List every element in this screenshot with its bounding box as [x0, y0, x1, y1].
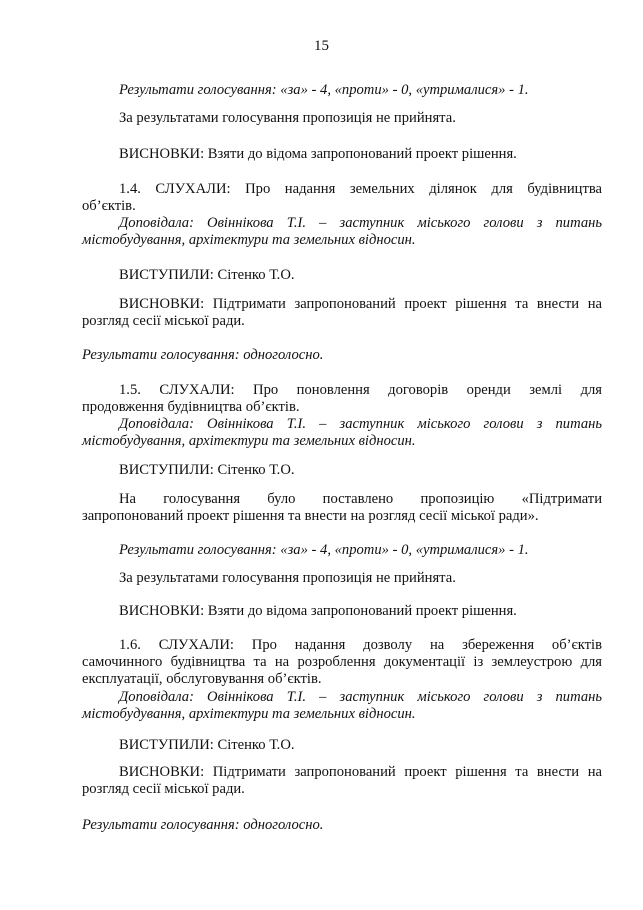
heard-1-6-line-3: експлуатації, обслуговування об’єктів. — [82, 671, 322, 687]
page-number: 15 — [314, 38, 329, 54]
vote-result-1-5: Результати голосування: «за» - 4, «проти» - 0, «утрималися» - 1. — [119, 542, 529, 558]
heard-1-4-line-2: об’єктів. — [82, 198, 136, 214]
spoke-1-5: ВИСТУПИЛИ: Сітенко Т.О. — [119, 462, 295, 478]
heard-1-5-line-1: 1.5. СЛУХАЛИ: Про поновлення договорів оренди землі для — [119, 382, 602, 398]
proposal-rejected-1-5: За результатами голосування пропозиція не прийнята. — [119, 570, 456, 586]
conclusion-line: ВИСНОВКИ: Взяти до відома запропонований проект рішення. — [119, 146, 517, 162]
spoke-1-6: ВИСТУПИЛИ: Сітенко Т.О. — [119, 737, 295, 753]
speaker-1-4-line-1: Доповідала: Овіннікова Т.І. – заступник міського голови з питань — [119, 215, 602, 231]
speaker-1-4-line-2: містобудування, архітектури та земельних відносин. — [82, 232, 416, 248]
heard-1-5-line-2: продовження будівництва об’єктів. — [82, 399, 300, 415]
heard-1-4-line-1: 1.4. СЛУХАЛИ: Про надання земельних ділянок для будівництва — [119, 181, 602, 197]
vote-result-line: Результати голосування: «за» - 4, «проти» - 0, «утрималися» - 1. — [119, 82, 529, 98]
speaker-1-6-line-1: Доповідала: Овіннікова Т.І. – заступник міського голови з питань — [119, 689, 602, 705]
speaker-1-6-line-2: містобудування, архітектури та земельних відносин. — [82, 706, 416, 722]
heard-1-6-line-1: 1.6. СЛУХАЛИ: Про надання дозволу на збереження об’єктів — [119, 637, 602, 653]
speaker-1-5-line-2: містобудування, архітектури та земельних відносин. — [82, 433, 416, 449]
vote-proposal-line-1: На голосування було поставлено пропозицію «Підтримати — [119, 491, 602, 507]
speaker-1-5-line-1: Доповідала: Овіннікова Т.І. – заступник міського голови з питань — [119, 416, 602, 432]
proposal-rejected-line: За результатами голосування пропозиція не прийнята. — [119, 110, 456, 126]
conclusion-1-4-line-2: розгляд сесії міської ради. — [82, 313, 245, 329]
conclusion-1-6-line-2: розгляд сесії міської ради. — [82, 781, 245, 797]
vote-result-1-4: Результати голосування: одноголосно. — [82, 347, 324, 363]
vote-proposal-line-2: запропонований проект рішення та внести на розгляд сесії міської ради». — [82, 508, 539, 524]
heard-1-6-line-2: самочинного будівництва та на розроблення документації із землеустрою для — [82, 654, 602, 670]
conclusion-1-6-line-1: ВИСНОВКИ: Підтримати запропонований проект рішення та внести на — [119, 764, 602, 780]
conclusion-1-5: ВИСНОВКИ: Взяти до відома запропонований проект рішення. — [119, 603, 517, 619]
conclusion-1-4-line-1: ВИСНОВКИ: Підтримати запропонований проект рішення та внести на — [119, 296, 602, 312]
spoke-1-4: ВИСТУПИЛИ: Сітенко Т.О. — [119, 267, 295, 283]
vote-result-1-6: Результати голосування: одноголосно. — [82, 817, 324, 833]
